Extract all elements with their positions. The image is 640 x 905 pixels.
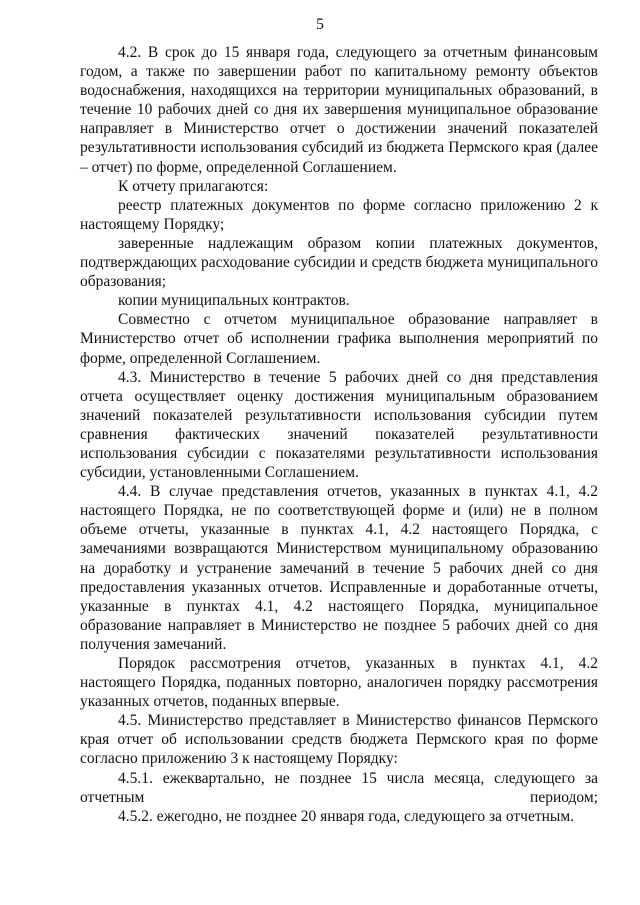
paragraph-resubmission-review: Порядок рассмотрения отчетов, указанных в пунктах 4.1, 4.2 настоящего Порядка, поданных повторно, аналогичен порядку рассмотрения указанных отчетов, поданных впервые.: [80, 655, 598, 711]
paragraph-schedule-report: Совместно с отчетом муниципальное образование направляет в Министерство отчет об исполнении графика выполнения мероприятий по форме, определенной Соглашением.: [80, 311, 598, 367]
paragraph-report-attachments-intro: К отчету прилагаются:: [118, 177, 269, 195]
paragraph-contract-copies: копии муниципальных контрактов.: [118, 292, 350, 310]
paragraph-4-5-1: 4.5.1. ежеквартально, не позднее 15 числа месяца, следующего за отчетным периодом;: [80, 769, 598, 806]
page-number: 5: [316, 16, 324, 33]
paragraph-payment-registry: реестр платежных документов по форме согласно приложению 2 к настоящему Порядку;: [80, 196, 598, 233]
paragraph-4-4: 4.4. В случае представления отчетов, указанных в пунктах 4.1, 4.2 настоящего Порядка, не по соответствующей форме и (или) не в полном объеме отчеты, указанные в пунктах 4.1, 4.2 настоящего Порядка, с замечаниями возвращаются Министерством муниципальному образованию на доработку и устранение замечаний в течение 5 рабочих дней со дня предоставления указанных отчетов. Исправленные и доработанные отчеты, указанные в пунктах 4.1, 4.2 настоящего Порядка, муниципальное образование направляет в Министерство не позднее 5 рабочих дней со дня получения замечаний.: [80, 483, 598, 653]
paragraph-4-3: 4.3. Министерство в течение 5 рабочих дней со дня представления отчета осуществляет оценку достижения муниципальным образованием значений показателей результативности использования субсидии путем сравнения фактических значений показателей результативности использования субсидии с показателями результативности использования субсидии, установленными Соглашением.: [80, 368, 598, 482]
paragraph-4-5-2: 4.5.2. ежегодно, не позднее 20 января года, следующего за отчетным.: [118, 807, 575, 825]
paragraph-4-5: 4.5. Министерство представляет в Министерство финансов Пермского края отчет об использовании средств бюджета Пермского края по форме согласно приложению 3 к настоящему Порядку:: [80, 712, 598, 768]
paragraph-certified-copies: заверенные надлежащим образом копии платежных документов, подтверждающих расходование субсидии и средств бюджета муниципального образования;: [80, 234, 598, 291]
document-body: [80, 43, 598, 826]
paragraph-4-2: 4.2. В срок до 15 января года, следующего за отчетным финансовым годом, а также по завершении работ по капитальному ремонту объектов водоснабжения, находящихся на территории муниципальных образований, в течение 10 рабочих дней со дня их завершения муниципальное образование направляет в Министерство отчет о достижении значений показателей результативности использования субсидий из бюджета Пермского края (далее – отчет) по форме, определенной Соглашением.: [80, 44, 598, 176]
